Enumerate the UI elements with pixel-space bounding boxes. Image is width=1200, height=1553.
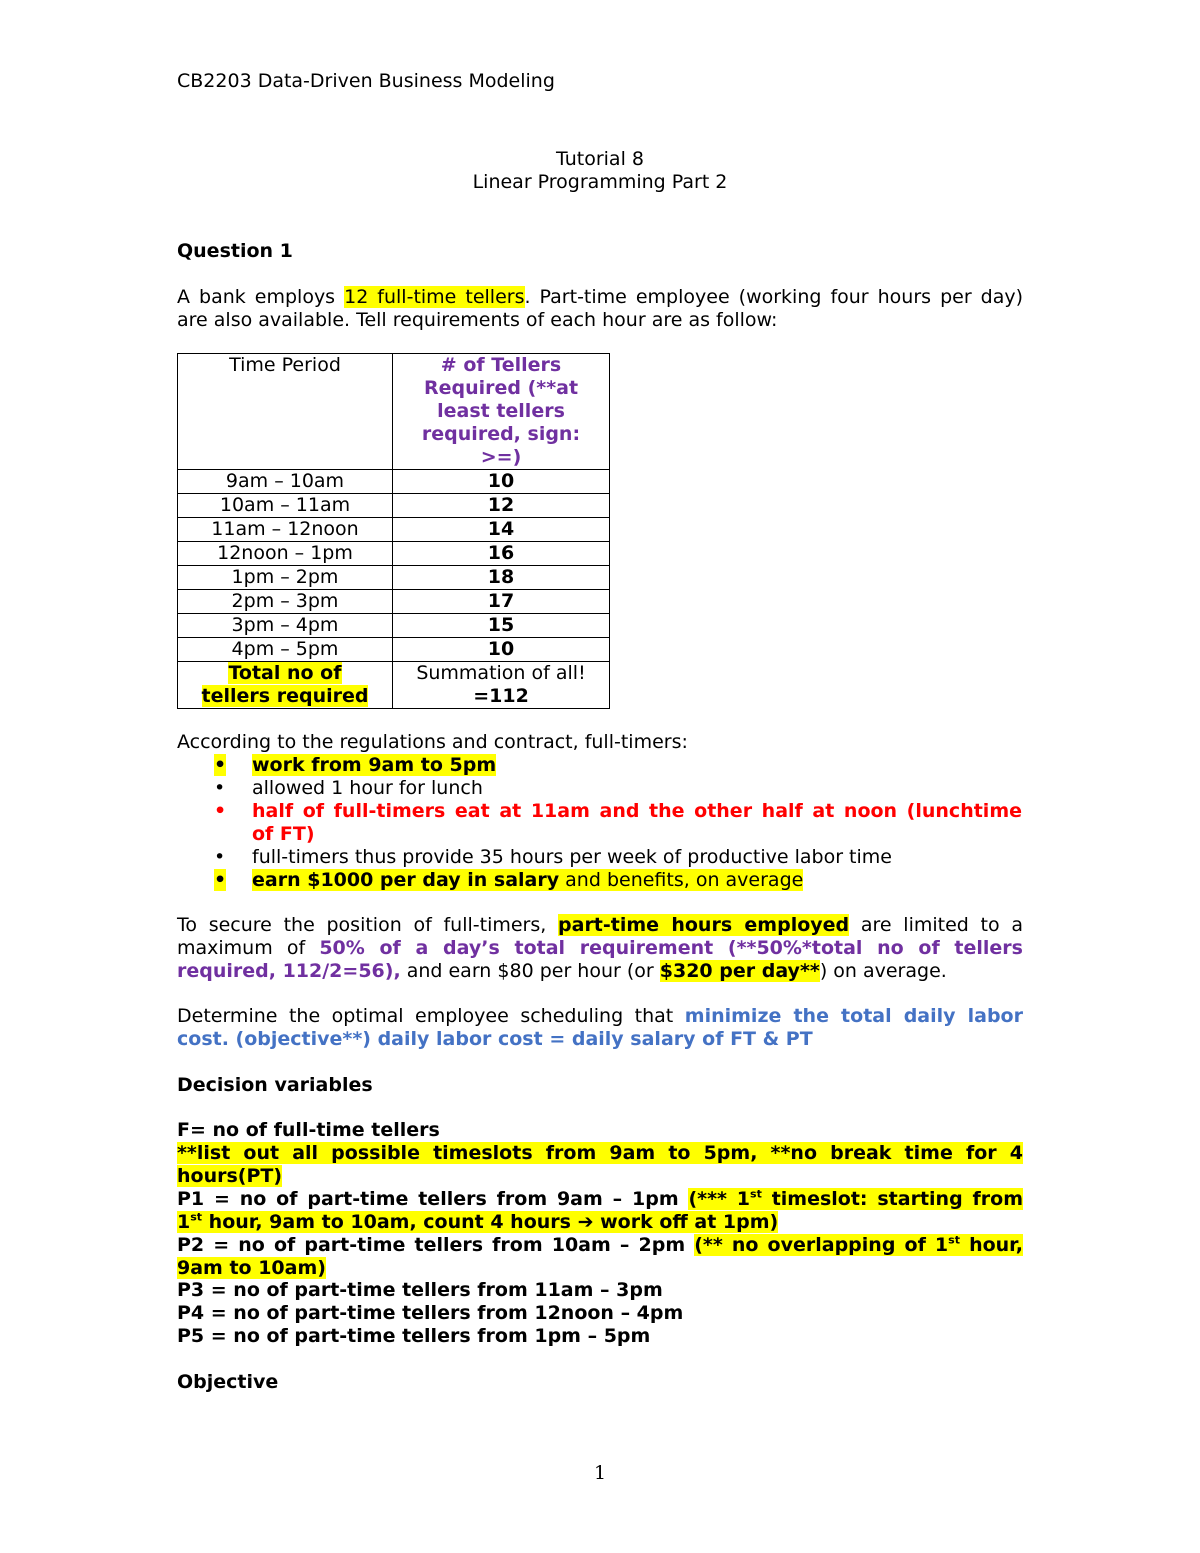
tellers-cell: 10	[393, 470, 610, 494]
header-line: Required (**at	[423, 377, 579, 399]
time-period-cell: 11am – 12noon	[178, 518, 393, 542]
total-value-cell	[393, 662, 610, 709]
tutorial-subtitle: Linear Programming Part 2	[472, 171, 728, 193]
decision-list-text: hours(PT)	[177, 1165, 283, 1187]
determine-line-1	[177, 1005, 1023, 1028]
decision-p1-line-1	[177, 1188, 1023, 1211]
bullet-4: full-timers thus provide 35 hours per week of productive labor time	[252, 846, 892, 868]
header-tellers-required	[393, 354, 610, 470]
tutorial-title: Tutorial 8	[556, 148, 644, 170]
tellers-cell: 17	[393, 590, 610, 614]
decision-list-text: **list out all possible timeslots from 9am to 5pm, **no break time for 4	[177, 1142, 1023, 1164]
time-period-cell: 9am – 10am	[178, 470, 393, 494]
p1-text: P1 = no of part-time tellers from 9am – 1pm	[177, 1188, 689, 1210]
bullet-5-bold: earn $1000 per day in salary	[252, 869, 560, 891]
header-line: # of Tellers	[440, 354, 562, 376]
parttime-highlight: part-time hours employed	[558, 914, 850, 936]
question-heading: Question 1	[177, 240, 293, 262]
p1-note: hour, 9am to 10am, count 4 hours	[202, 1211, 578, 1233]
determine-line-2: cost. (objective**) daily labor cost = daily salary of FT & PT	[177, 1028, 813, 1050]
p2-sup: st	[948, 1233, 960, 1247]
intro-text: . Part-time employee (working four hours per day)	[524, 286, 1024, 308]
p2-text: P2 = no of part-time tellers from 10am – 2pm	[177, 1234, 695, 1256]
tellers-cell: 10	[393, 638, 610, 662]
parttime-highlight: $320 per day**	[659, 960, 820, 982]
table-row	[178, 638, 610, 662]
tellers-cell: 15	[393, 614, 610, 638]
total-value-note: Summation of all!	[416, 662, 586, 684]
table-row	[178, 566, 610, 590]
decision-list-line-2	[177, 1165, 282, 1188]
table-row	[178, 590, 610, 614]
total-value: =112	[473, 685, 529, 707]
p1-note: (*** 1	[688, 1188, 751, 1210]
total-label: tellers required	[201, 685, 369, 707]
header-line: >=)	[480, 446, 522, 468]
parttime-purple: required, 112/2=56),	[177, 960, 401, 982]
header-line: required, sign:	[421, 423, 581, 445]
decision-p1-line-2	[177, 1211, 778, 1234]
arrow-right-icon: ➔	[577, 1211, 594, 1233]
parttime-text: To secure the position of full-timers,	[177, 914, 559, 936]
table-total-row	[178, 662, 610, 709]
parttime-line-3	[177, 960, 947, 983]
table-row	[178, 518, 610, 542]
tellers-cell: 18	[393, 566, 610, 590]
course-title: CB2203 Data-Driven Business Modeling	[177, 70, 555, 92]
p2-note: (** no overlapping of 1	[694, 1234, 949, 1256]
decision-f: F= no of full-time tellers	[177, 1119, 440, 1141]
parttime-purple: 50% of a day’s total requirement (**50%*total no of tellers	[319, 937, 1023, 959]
p2-note: hour,	[959, 1234, 1023, 1256]
decision-p3: P3 = no of part-time tellers from 11am – 3pm	[177, 1279, 663, 1301]
p1-sup: st	[190, 1210, 203, 1224]
bullet-3-line-2: of FT)	[252, 823, 315, 845]
time-period-cell: 1pm – 2pm	[178, 566, 393, 590]
parttime-line-1	[177, 914, 1023, 937]
total-label-cell	[178, 662, 393, 709]
bullet-2: allowed 1 hour for lunch	[252, 777, 483, 799]
p2-note: 9am to 10am)	[177, 1257, 326, 1279]
bullet-dot: •	[214, 869, 227, 891]
intro-line-2: are also available. Tell requirements of each hour are as follow:	[177, 309, 778, 331]
time-period-cell: 3pm – 4pm	[178, 614, 393, 638]
bullet-dot: •	[214, 846, 226, 868]
decision-p2-line-2	[177, 1257, 326, 1280]
tellers-cell: 12	[393, 494, 610, 518]
table-row	[178, 542, 610, 566]
p1-sup: st	[750, 1187, 762, 1201]
p1-note: 1	[177, 1211, 191, 1233]
time-period-cell: 10am – 11am	[178, 494, 393, 518]
bullet-dot: •	[214, 777, 226, 799]
parttime-text: ) on average.	[819, 960, 947, 982]
intro-line-1	[177, 286, 1023, 309]
bullet-dot: •	[214, 800, 227, 822]
table-header-row	[178, 354, 610, 470]
objective-heading: Objective	[177, 1371, 279, 1393]
parttime-text: and earn $80 per hour (or	[400, 960, 660, 982]
table-row	[178, 470, 610, 494]
decision-heading: Decision variables	[177, 1074, 373, 1096]
tellers-cell: 16	[393, 542, 610, 566]
table-row	[178, 494, 610, 518]
decision-p2-line-1	[177, 1234, 1023, 1257]
bullet-3-line-1: half of full-timers eat at 11am and the other half at noon (lunchtime	[252, 800, 1022, 822]
determine-text: Determine the optimal employee scheduling that	[177, 1005, 685, 1027]
bullet-1	[252, 754, 496, 777]
header-time-period: Time Period	[178, 354, 393, 470]
bullet-5-rest: and benefits, on average	[559, 869, 804, 891]
bullet-5	[252, 869, 803, 892]
p1-note: timeslot: starting from	[761, 1188, 1024, 1210]
intro-highlight: 12 full-time tellers	[344, 286, 525, 308]
header-line: least tellers	[437, 400, 565, 422]
time-period-cell: 2pm – 3pm	[178, 590, 393, 614]
bullet-1-text: work from 9am to 5pm	[252, 754, 497, 776]
total-label: Total no of	[228, 662, 342, 684]
parttime-line-2	[177, 937, 1023, 960]
regulations-lead: According to the regulations and contract, full-timers:	[177, 731, 688, 753]
parttime-text: are limited to a	[849, 914, 1023, 936]
table-row	[178, 614, 610, 638]
parttime-text: maximum of	[177, 937, 320, 959]
intro-text: A bank employs	[177, 286, 345, 308]
determine-blue: minimize the total daily labor	[684, 1005, 1023, 1027]
tellers-table	[177, 353, 610, 709]
decision-p4: P4 = no of part-time tellers from 12noon – 4pm	[177, 1302, 684, 1324]
decision-list-line-1	[177, 1142, 1023, 1165]
p1-note: work off at 1pm)	[593, 1211, 779, 1233]
bullet-dot: •	[214, 754, 227, 776]
tellers-cell: 14	[393, 518, 610, 542]
time-period-cell: 12noon – 1pm	[178, 542, 393, 566]
page-number: 1	[593, 1462, 607, 1484]
decision-p5: P5 = no of part-time tellers from 1pm – 5pm	[177, 1325, 651, 1347]
time-period-cell: 4pm – 5pm	[178, 638, 393, 662]
